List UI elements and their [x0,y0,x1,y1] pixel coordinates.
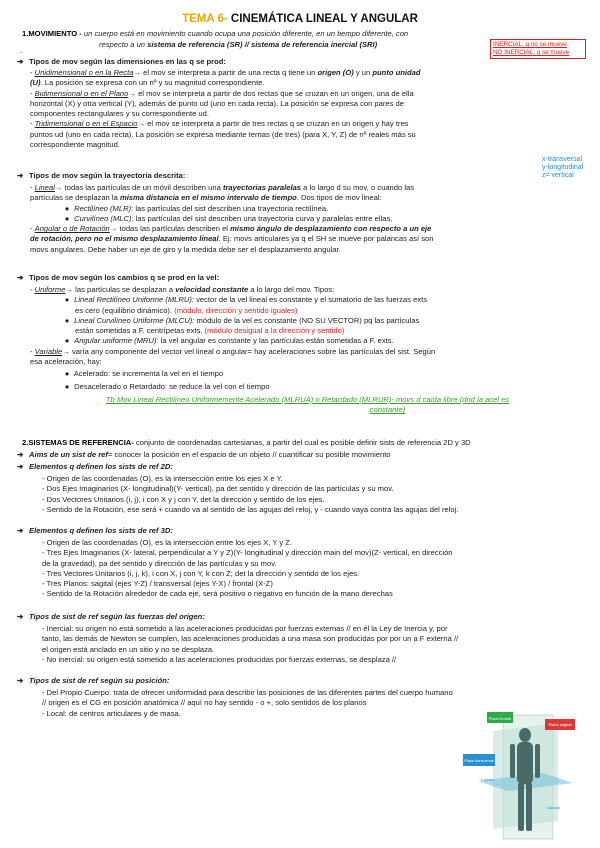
torso-shape [517,742,533,784]
section1-heading-line [22,29,408,39]
text-bold: punto unidad [372,68,421,77]
text: correspondiente magnitud. [30,140,120,150]
text-bold: origen (O) [317,68,354,77]
bidimensional-label: Bidimensional o en el Plano [34,88,129,98]
text: → todas las partículas de un móvil describen una [54,183,221,192]
label-sagittal: Plano sagital [548,722,572,727]
text-bold: trayectorias paralelas [222,183,302,192]
red-note: (módulo, dirección y sentido iguales) [174,305,298,315]
body-planes-illustration [463,711,583,841]
list-item: - No inercial: su origen está sometido a las aceleraciones producidas por fuerzas externas, se desplaza // [42,654,397,664]
elements-3d-heading-line [17,526,173,536]
bullet-icon: ● [64,213,70,223]
arrow-icon: ➔ [17,171,24,180]
title-text: CINEMÁTICA LINEAL Y ANGULAR [230,13,418,25]
list-item: el origen está anclado en un sitio y no se desplaza. [42,644,215,654]
angular-label: Angular o de Rotación [34,224,110,234]
non-inertial-note-line: NO INERCIAL: q se mueve [493,49,570,56]
velocity-heading-line [17,273,219,283]
list-item: - Local: de centros articulares y de masa. [42,708,181,718]
text: están sometidas a F. centrípetas exts. [75,326,203,336]
bullet-icon: ● [64,315,70,325]
movement-definition: un cuerpo está en movimiento cuando ocupa una posición diferente, en un tiempo diferente, con [83,29,409,38]
list-item: - Dos Vectores Unitarios (i, j), i con X y j con Y, det la dirección y sentido de los ejes. [42,494,325,504]
arrow-icon: ➔ [17,273,24,282]
bullet-icon: ● [64,336,70,346]
label-frontal: Plano frontal [488,716,512,721]
dimensions-heading-line [17,57,226,67]
text: movs angulares. Debe haber un eje de giro y la medida debe ser el desplazamiento angular. [30,244,341,254]
stray-dot: . [20,46,23,55]
trajectory-heading-line [17,171,185,181]
text: la vel angular es constante y las partículas están sometidas a F. exts. [160,336,394,346]
trajectory-block: - Lineal→ todas las partículas de un móvil describen una trayectorias paralelas a lo largo d su mov, o cuando las partículas se desplazan la misma distancia en el mismo intervalo de tiempo. Dos tipos de mov lineal: ● Rectilíneo (MLR): las partículas del sist describen una trayectoria rectilínea. ● Curvilíneo (MLC): las partículas del sist describen una trayectoria curva y paralelas entre ellas. - Angular o de Rotación→ todas las partículas describen el mismo ángulo de desplazamiento con respecto a un eje de rotación, pero no el mismo desplazamiento lineal. Ej: movs articulares ya q el SH se mueve por palancas así son movs angulares. Debe haber un eje de giro y la medida debe ser el desplazamiento angular. [30,183,585,255]
text-bold: misma distancia en el mismo intervalo de tiempo [119,193,297,203]
title-theme-number: TEMA 6- [182,13,228,25]
text-italic: Lineal Rectilíneo Uniforme (MLRU): [74,295,194,305]
text: es cero (equilibrio dinámico). [75,305,173,315]
text: → las partículas se desplazan a [65,285,174,294]
axes-note [542,156,596,180]
text-bold: de rotación, pero no el mismo desplazamiento lineal [30,234,219,244]
text-italic: Lineal Curvilíneo Uniforme (MLCU): [74,315,195,325]
inertial-note-line: INERCIAL: q no se mueve [493,41,567,48]
list-item: // origen es el CG en posición anatómica // aquí no hay sentido - o +, solo sentidos de los planos [42,698,367,708]
arrow-icon: ➔ [17,676,24,685]
aims-label: Aims de un sist de ref [29,450,108,459]
text: Desacelerado o Retardado: se reduce la vel con el tiempo [74,381,270,391]
text: = conocer la posición en el espacio de un objeto // cuantificar su posible movimiento [107,450,391,459]
elements-3d-list [42,538,597,600]
axis-x-note: x-transversal [542,156,583,163]
dimensions-block: - Unidimensional o en la Recta→ el mov se interpreta a partir de una recta q tiene un origen (O) y un punto unidad (U). La posición se expresa con un nº y su magnitud correspondiente. - Bidimensional o en el Plano→ el mov se interpreta a partir de dos rectas que se cruzan en un origen, una de ella horizontal (X) y otra vertical (Y), además de punto ud (uno en cada recta). La posición se expresa con pares de componentes rectangulares y su correspondiente ud. - Tridimensional o en el Espacio→ el mov se interpreta a partir de tres rectas q se cruzan en un origen y hay tres puntos ud (uno en cada recta). La posición se expresa mediante ternas (de tres) (para X, Y, Z) de nº reales más su correspondiente magnitud. [30,68,585,150]
elements-2d-heading: Elementos q definen los sists de ref 2D: [29,462,173,471]
axis-z-note: z= vertical [542,172,574,179]
uniforme-label: Uniforme [34,285,66,294]
list-item: - Del Propio Cuerpo: trata de ofrecer uniformidad para describir las posiciones de las diferentes partes del cuerpo humano [42,688,453,697]
inertial-note [490,39,586,59]
list-item: - Inercial: su origen no está sometido a las aceleraciones producidas por fuerzas externas // en él la Ley de Inercia y, por [42,624,448,633]
list-item: - Tres Ejes Imaginarios (X- lateral, perpendicular a Y y Z)(Y- longitudinal y dirección main del mov)(Z- vertical, en dirección [42,548,453,558]
velocity-heading: Tipos de mov según los cambios q se prod en la vel: [29,273,220,282]
section2-heading-line [22,438,471,448]
text: puntos ud (uno en cada recta). La posición se expresa mediante ternas (de tres) (para X, Y, Z) de nº reales más su [30,129,416,139]
text-italic: Curvilíneo (MLC) [74,213,132,223]
bullet-icon: ● [64,369,70,379]
dash: - [79,29,82,38]
left-arm-shape [510,744,515,778]
trajectory-heading: Tipos de mov según la trayectoria descrita: [29,171,186,180]
definition-text: respecto a un [99,40,146,49]
list-item: - Dos Ejes Imaginarios (X- longitudinal)(Y- vertical), pa det sentido y dirección de las partículas y su mov. [42,484,394,494]
position-heading-line [17,676,169,686]
arrow-icon: ➔ [17,57,24,66]
text: → el mov se interpreta a partir de una recta q tiene un [133,68,316,77]
text: a lo largo d su mov, o cuando las [303,183,415,192]
red-note: (módulo desigual a la dirección y sentido) [204,326,345,336]
green-note: Tb Mov Lineal Rectilíneo Uniformemente Acelerado (MLRUA) o Retardado (MLRUR)- movs d caída libre (dnd la acel es [105,394,510,404]
movement-definition-cont [99,40,377,50]
arrow-icon: ➔ [17,450,24,459]
list-item: - Sentido de la Rotación alrededor de cada eje, será positivo o negativo en función de la mano derechas [42,589,393,599]
elements-2d-list [42,474,597,515]
text-italic: Rectilíneo (MLR) [74,203,132,213]
text-bold: mismo ángulo de desplazamiento con respecto a un eje [230,224,432,234]
text: módulo de la vel es constante (NO SU VECTOR) pq las partículas [196,315,420,325]
forces-heading-line [17,612,205,622]
list-item: tanto, las demás de Newton se cumplen, las aceleraciones producidas a una masa son producidas por por un a F externa // [42,634,459,644]
list-item: - Tres Planos: sagital (ejes Y-Z) / transversal (ejes Y-X) / frontal (X-Z) [42,579,273,589]
anatomical-planes-figure [463,711,583,841]
section2-heading: 2.SISTEMAS DE REFERENCIA- [22,438,134,447]
list-item: - Origen de las coordenadas (O), es la intersección entre los ejes X e Y. [42,474,283,483]
head-shape [519,728,531,742]
forces-list [42,624,597,665]
text: → varía any componente del vector vel lineal o angular= hay aceleraciones sobre las partículas del sist. Según [62,346,436,356]
text: a lo largo del mov. Tipos: [250,285,335,294]
velocity-block: - Uniforme→ las partículas se desplazan a velocidad constante a lo largo del mov. Tipos: ● Lineal Rectilíneo Uniforme (MLRU): vector de la vel lineal es constante y el sumatorio de las fuerzas exts es cero (equilibrio dinámico). (módulo, dirección y sentido iguales) ● Lineal Curvilíneo Uniforme (MLCU): módulo de la vel es constante (NO SU VECTOR) pq las partículas están sometidas a F. centrípetas exts. (módulo desigual a la dirección y sentido) ● Angular uniforme (MRU): la vel angular es constante y las partículas están sometidas a F. exts. - Variable→ varía any componente del vector vel lineal o angular= hay aceleraciones sobre las partículas del sist. Según esa aceleración, hay: ● Acelerado: se incrementa la vel en el tiempo ● Desacelerado o Retardado: se reduce la vel con el tiempo Tb Mov Lineal Rectilíneo Uniformemente Acelerado (MLRUA) o Retardado (MLRUR)- movs d caída libre (dnd la acel es constante) [30,285,585,416]
text-bold: velocidad constante [175,285,249,294]
text: : las partículas del sist describen una trayectoria curva y paralelas entre ellas. [131,213,393,223]
aims-line [17,450,391,460]
elements-3d-heading: Elementos q definen los sists de ref 3D: [29,526,173,535]
list-item: de la gravedad), pa det sentido y dirección de las partículas y su mov. [42,558,277,568]
arrow-icon: ➔ [17,612,24,621]
text: → el mov se interpreta a partir de dos rectas que se cruzan en un origen, una de ella [128,88,414,98]
left-leg-shape [518,783,524,831]
variable-label: Variable [34,346,63,356]
label-caudal: Caudal [547,805,560,810]
text: → todas las partículas describen el [109,224,228,234]
text: . La posición se expresa con un nº y su magnitud correspondiente. [40,78,265,88]
text: esa aceleración, hay: [30,357,102,367]
forces-heading: Tipos de sist de ref según las fuerzas del origen: [29,612,205,621]
dimensions-heading: Tipos de mov según las dimensiones en las q se prod: [29,57,226,66]
lineal-label: Lineal [34,183,55,192]
tridimensional-label: Tridimensional o en el Espacio [34,119,138,129]
text: componentes rectangulares y su correspondiente ud. [30,109,209,119]
text: : las partículas del sist describen una trayectoria rectilínea. [131,203,329,213]
list-item: - Origen de las coordenadas (O), es la intersección entre los ejes X, Y y Z. [42,538,293,547]
elements-2d-heading-line [17,462,173,472]
text: conjunto de coordenadas cartesianas, a partir del cual es posible definir sists de referencia 2D y 3D [135,438,471,447]
page-title [0,14,600,24]
unidimensional-label: Unidimensional o en la Recta [34,68,134,77]
text: . Dos tipos de mov lineal: [296,193,382,203]
bullet-icon: ● [64,295,70,305]
label-transverse: Plano transversal [464,759,494,763]
arrow-icon: ➔ [17,526,24,535]
list-item: - Tres Vectores Unitarios (i, j, k), i con X, j con Y, k con Z; det la dirección y sentido de los ejes. [42,568,360,578]
text: → el mov se interpreta a partir de tres rectas q se cruzan en un origen y hay tres [137,119,409,129]
section1-heading: 1.MOVIMIENTO [22,29,78,38]
list-item: - Sentido de la Rotación, ese será + cuando va al sentido de las agujas del reloj, y - cuando vaya contra las agujas del reloj. [42,504,459,514]
text: vector de la vel lineal es constante y el sumatorio de las fuerzas exts [196,295,427,305]
text: partículas se desplazan la [30,193,118,203]
bullet-icon: ● [64,203,70,213]
position-heading: Tipos de sist de ref según su posición: [29,676,170,685]
arrow-icon: ➔ [17,462,24,471]
text: y un [355,68,371,77]
text: horizontal (X) y otra vertical (Y), además de punto ud (uno en cada recta). La posición se expresa con pares de [30,98,404,108]
right-arm-shape [535,744,540,778]
label-cranial: Cráneo [481,777,495,782]
reference-system-term: sistema de referencia (SR) // sistema de referencia inercial (SRI) [147,40,378,49]
bullet-icon: ● [64,381,70,391]
text-bold: (U) [30,78,41,88]
text-italic: Angular uniforme (MRU): [74,336,159,346]
right-leg-shape [526,783,532,831]
axis-y-note: y-longitudinal [542,164,584,171]
green-note-cont: constante) [369,405,406,415]
text: . Ej: movs articulares ya q el SH se mueve por palancas así son [218,234,434,244]
text: Acelerado: se incrementa la vel en el tiempo [73,369,224,379]
